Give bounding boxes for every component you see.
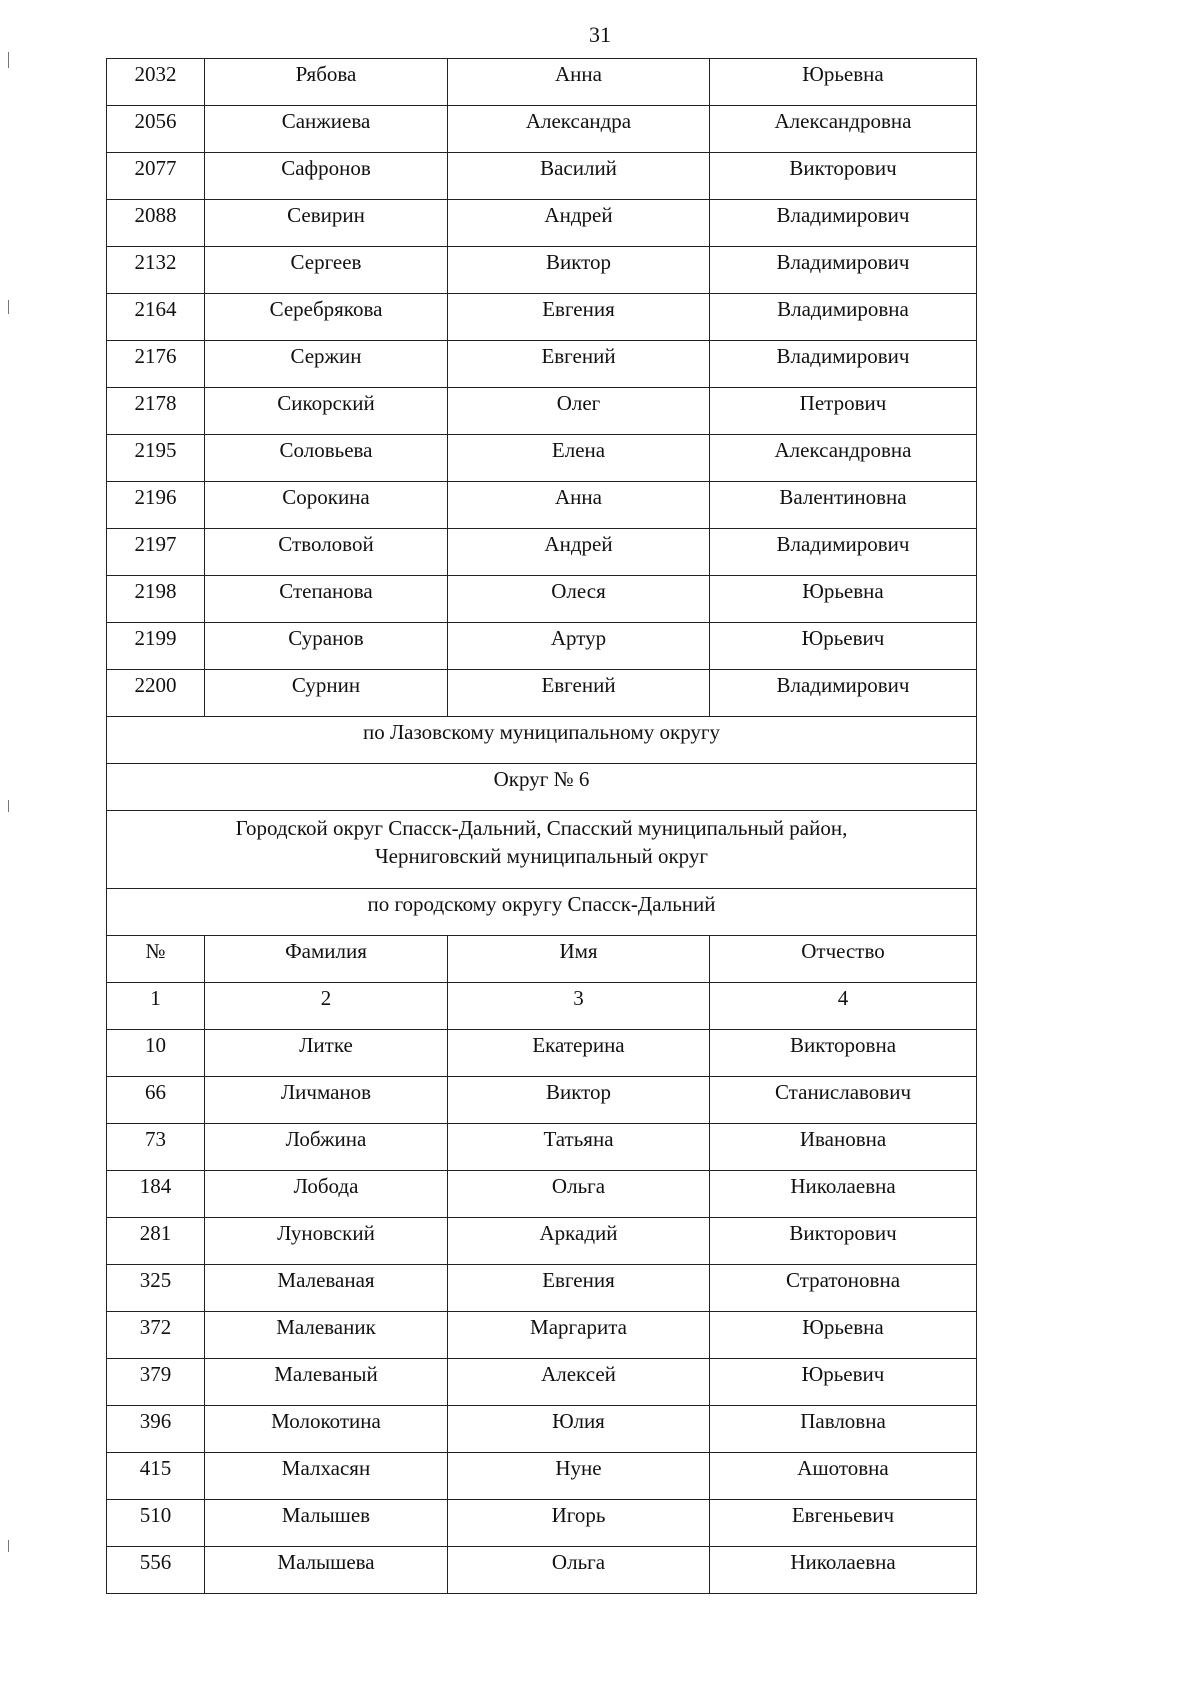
table-row <box>107 153 977 200</box>
cell-number <box>107 153 205 200</box>
cell-number <box>107 1077 205 1124</box>
cell-number-text: 396 <box>139 1409 172 1433</box>
cell-patronymic <box>710 1124 977 1171</box>
table-row <box>107 341 977 388</box>
cell-number-text: 10 <box>145 1033 166 1057</box>
table-row <box>107 294 977 341</box>
cell-first-name <box>448 670 710 717</box>
table-row <box>107 1171 977 1218</box>
cell-surname <box>205 1124 448 1171</box>
section-spassk-line: по городскому округу Спасск-Дальний <box>367 892 716 916</box>
section-lazovsky-text <box>107 717 976 745</box>
column-number <box>710 983 977 1030</box>
cell-first-name-text: Артур <box>550 626 607 650</box>
cell-surname <box>205 200 448 247</box>
cell-patronymic-text: Павловна <box>800 1409 886 1433</box>
table-row <box>107 1030 977 1077</box>
cell-patronymic <box>710 1406 977 1453</box>
district-description <box>107 811 977 889</box>
cell-first-name-text: Анна <box>555 485 602 509</box>
cell-patronymic-text: Александровна <box>774 109 912 133</box>
cell-first-name <box>448 341 710 388</box>
cell-number <box>107 529 205 576</box>
cell-patronymic <box>710 1500 977 1547</box>
cell-first-name <box>448 435 710 482</box>
cell-surname <box>205 388 448 435</box>
header-surname-text: Фамилия <box>285 939 367 963</box>
cell-surname-text: Сорокина <box>282 485 370 509</box>
cell-patronymic-text: Владимировна <box>777 297 909 321</box>
cell-number <box>107 106 205 153</box>
table-row <box>107 106 977 153</box>
cell-first-name-text: Алексей <box>541 1362 616 1386</box>
cell-patronymic-text: Юрьевич <box>801 1362 885 1386</box>
cell-surname-text: Стволовой <box>278 532 374 556</box>
cell-patronymic <box>710 1077 977 1124</box>
scan-margin-mark <box>8 52 9 68</box>
table-row <box>107 1218 977 1265</box>
cell-number-text: 2196 <box>134 485 177 509</box>
cell-patronymic <box>710 529 977 576</box>
cell-number-text: 2132 <box>134 250 177 274</box>
cell-number <box>107 1171 205 1218</box>
cell-patronymic <box>710 1265 977 1312</box>
cell-surname <box>205 482 448 529</box>
cell-surname-text: Молокотина <box>271 1409 381 1433</box>
cell-patronymic-text: Юрьевна <box>802 579 884 603</box>
section-spassk-row <box>107 889 977 936</box>
cell-first-name-text: Олеся <box>551 579 606 603</box>
cell-surname-text: Санжиева <box>281 109 371 133</box>
cell-surname-text: Литке <box>299 1033 353 1057</box>
cell-first-name <box>448 247 710 294</box>
cell-first-name-text: Виктор <box>545 250 612 274</box>
table-row <box>107 1077 977 1124</box>
cell-patronymic <box>710 1171 977 1218</box>
cell-first-name-text: Екатерина <box>532 1033 625 1057</box>
cell-number <box>107 435 205 482</box>
cell-first-name <box>448 1547 710 1594</box>
header-number <box>107 936 205 983</box>
cell-patronymic-text: Викторович <box>789 156 897 180</box>
cell-patronymic <box>710 1453 977 1500</box>
table-row <box>107 247 977 294</box>
column-number-text: 4 <box>837 986 849 1010</box>
cell-surname-text: Серебрякова <box>269 297 383 321</box>
cell-patronymic-text: Юрьевна <box>802 62 884 86</box>
header-patronymic <box>710 936 977 983</box>
cell-first-name-text: Василий <box>540 156 617 180</box>
cell-patronymic <box>710 1312 977 1359</box>
cell-surname-text: Малышева <box>277 1550 375 1574</box>
column-number-text: 1 <box>150 986 161 1010</box>
section-lazovsky <box>107 717 977 764</box>
cell-first-name <box>448 106 710 153</box>
cell-patronymic <box>710 435 977 482</box>
cell-number <box>107 576 205 623</box>
cell-number <box>107 1453 205 1500</box>
cell-first-name <box>448 59 710 106</box>
district-description-row <box>107 811 977 889</box>
cell-first-name <box>448 1406 710 1453</box>
cell-number <box>107 200 205 247</box>
table-row <box>107 576 977 623</box>
cell-patronymic <box>710 341 977 388</box>
section-lazovsky-line: по Лазовскому муниципальному округу <box>362 720 721 744</box>
table-row <box>107 1453 977 1500</box>
cell-first-name <box>448 1124 710 1171</box>
cell-first-name-text: Ольга <box>551 1174 606 1198</box>
table-row <box>107 1500 977 1547</box>
cell-patronymic-text: Евгеньевич <box>791 1503 895 1527</box>
cell-number-text: 2199 <box>134 626 177 650</box>
cell-patronymic <box>710 482 977 529</box>
cell-surname <box>205 1218 448 1265</box>
table-row <box>107 670 977 717</box>
cell-first-name <box>448 200 710 247</box>
table-header-row <box>107 936 977 983</box>
district-title <box>107 764 977 811</box>
cell-number-text: 73 <box>145 1127 166 1151</box>
cell-first-name-text: Маргарита <box>530 1315 627 1339</box>
scan-margin-mark <box>8 300 9 314</box>
cell-surname <box>205 1171 448 1218</box>
cell-patronymic-text: Владимирович <box>776 250 910 274</box>
cell-number <box>107 670 205 717</box>
cell-surname <box>205 670 448 717</box>
cell-patronymic <box>710 153 977 200</box>
cell-first-name-text: Андрей <box>544 532 613 556</box>
cell-number <box>107 247 205 294</box>
cell-surname <box>205 1030 448 1077</box>
cell-first-name-text: Нуне <box>555 1456 602 1480</box>
cell-first-name-text: Татьяна <box>543 1127 614 1151</box>
cell-surname-text: Суранов <box>288 626 364 650</box>
table-row <box>107 623 977 670</box>
cell-first-name-text: Аркадий <box>539 1221 618 1245</box>
cell-first-name <box>448 1171 710 1218</box>
cell-number-text: 2164 <box>134 297 177 321</box>
cell-first-name <box>448 1453 710 1500</box>
cell-surname <box>205 1406 448 1453</box>
cell-number-text: 2178 <box>134 391 177 415</box>
cell-number-text: 372 <box>139 1315 172 1339</box>
cell-surname-text: Малеваный <box>274 1362 378 1386</box>
cell-patronymic-text: Петрович <box>799 391 887 415</box>
district-description-text <box>107 811 976 870</box>
cell-first-name-text: Елена <box>551 438 606 462</box>
cell-first-name-text: Евгений <box>541 344 616 368</box>
cell-surname <box>205 529 448 576</box>
cell-patronymic-text: Викторовна <box>789 1033 897 1057</box>
cell-number-text: 2195 <box>134 438 177 462</box>
cell-number <box>107 1124 205 1171</box>
table-row <box>107 1359 977 1406</box>
header-number-text: № <box>145 939 166 963</box>
cell-first-name-text: Олег <box>556 391 601 415</box>
section-spassk <box>107 889 977 936</box>
candidate-list-table <box>106 58 977 1594</box>
column-number <box>205 983 448 1030</box>
column-number <box>107 983 205 1030</box>
cell-number <box>107 1406 205 1453</box>
cell-number-text: 2200 <box>134 673 177 697</box>
cell-number <box>107 341 205 388</box>
cell-first-name-text: Виктор <box>545 1080 612 1104</box>
cell-surname <box>205 1312 448 1359</box>
cell-number-text: 2197 <box>134 532 177 556</box>
cell-surname <box>205 153 448 200</box>
table-row <box>107 529 977 576</box>
column-number <box>448 983 710 1030</box>
cell-patronymic-text: Владимирович <box>776 344 910 368</box>
table-row <box>107 1265 977 1312</box>
cell-first-name <box>448 1265 710 1312</box>
cell-first-name <box>448 1359 710 1406</box>
cell-surname <box>205 294 448 341</box>
column-number-text: 3 <box>573 986 584 1010</box>
cell-first-name <box>448 482 710 529</box>
cell-patronymic <box>710 106 977 153</box>
cell-first-name-text: Игорь <box>551 1503 606 1527</box>
cell-number-text: 2088 <box>134 203 177 227</box>
cell-patronymic <box>710 1030 977 1077</box>
table-row <box>107 482 977 529</box>
table-row <box>107 388 977 435</box>
cell-number <box>107 623 205 670</box>
cell-surname <box>205 59 448 106</box>
cell-surname-text: Лобжина <box>285 1127 367 1151</box>
cell-number <box>107 1547 205 1594</box>
cell-first-name <box>448 1077 710 1124</box>
cell-number-text: 66 <box>145 1080 166 1104</box>
scan-margin-mark <box>8 1540 9 1552</box>
section-spassk-text <box>107 889 976 917</box>
cell-first-name <box>448 529 710 576</box>
cell-number-text: 2056 <box>134 109 177 133</box>
header-surname <box>205 936 448 983</box>
district-description-line: Городской округ Спасск-Дальний, Спасский муниципальный район, <box>235 816 848 840</box>
cell-surname-text: Лобода <box>293 1174 359 1198</box>
table-row <box>107 1124 977 1171</box>
cell-number-text: 415 <box>139 1456 172 1480</box>
cell-number-text: 2077 <box>134 156 177 180</box>
cell-first-name <box>448 576 710 623</box>
cell-number <box>107 388 205 435</box>
cell-number <box>107 1500 205 1547</box>
cell-patronymic-text: Викторович <box>789 1221 897 1245</box>
cell-number-text: 325 <box>139 1268 172 1292</box>
table-row <box>107 1312 977 1359</box>
cell-surname-text: Луновский <box>277 1221 375 1245</box>
cell-patronymic-text: Владимирович <box>776 673 910 697</box>
cell-patronymic-text: Валентиновна <box>779 485 907 509</box>
cell-number <box>107 1312 205 1359</box>
cell-first-name-text: Юлия <box>552 1409 605 1433</box>
cell-surname <box>205 435 448 482</box>
district-description-line: Черниговский муниципальный округ <box>375 844 708 868</box>
header-patronymic-text: Отчество <box>801 939 885 963</box>
table-row <box>107 435 977 482</box>
table-row <box>107 200 977 247</box>
cell-patronymic <box>710 200 977 247</box>
cell-first-name-text: Евгения <box>542 1268 615 1292</box>
cell-surname-text: Сурнин <box>291 673 361 697</box>
cell-first-name <box>448 1500 710 1547</box>
cell-surname <box>205 623 448 670</box>
cell-patronymic <box>710 576 977 623</box>
cell-patronymic-text: Ивановна <box>799 1127 887 1151</box>
cell-patronymic-text: Стратоновна <box>785 1268 901 1292</box>
cell-surname-text: Личманов <box>280 1080 372 1104</box>
cell-surname <box>205 1359 448 1406</box>
district-title-text <box>107 764 976 792</box>
cell-surname <box>205 576 448 623</box>
cell-patronymic <box>710 623 977 670</box>
table-row <box>107 59 977 106</box>
cell-surname <box>205 1547 448 1594</box>
cell-surname <box>205 1077 448 1124</box>
cell-surname-text: Сикорский <box>277 391 375 415</box>
cell-number <box>107 1359 205 1406</box>
cell-number-text: 379 <box>139 1362 172 1386</box>
cell-first-name-text: Евгения <box>542 297 615 321</box>
cell-number <box>107 1265 205 1312</box>
cell-surname-text: Соловьева <box>279 438 373 462</box>
cell-first-name-text: Ольга <box>551 1550 606 1574</box>
cell-surname <box>205 1453 448 1500</box>
cell-patronymic-text: Юрьевич <box>801 626 885 650</box>
cell-number-text: 510 <box>139 1503 172 1527</box>
district-title-line: Округ № 6 <box>493 767 590 791</box>
cell-patronymic <box>710 247 977 294</box>
cell-number-text: 2198 <box>134 579 177 603</box>
header-first-name <box>448 936 710 983</box>
cell-number-text: 2176 <box>134 344 177 368</box>
section-lazovsky-row <box>107 717 977 764</box>
cell-first-name <box>448 1030 710 1077</box>
cell-number <box>107 59 205 106</box>
cell-first-name <box>448 294 710 341</box>
table-row <box>107 1547 977 1594</box>
cell-first-name <box>448 153 710 200</box>
cell-patronymic <box>710 388 977 435</box>
cell-patronymic-text: Николаевна <box>790 1550 896 1574</box>
cell-patronymic-text: Владимирович <box>776 203 910 227</box>
cell-first-name <box>448 1312 710 1359</box>
cell-number-text: 2032 <box>134 62 177 86</box>
cell-surname-text: Сергеев <box>290 250 362 274</box>
cell-patronymic <box>710 1547 977 1594</box>
cell-number <box>107 482 205 529</box>
cell-patronymic <box>710 1359 977 1406</box>
candidate-list-body <box>107 59 977 1594</box>
cell-surname <box>205 1265 448 1312</box>
cell-first-name <box>448 388 710 435</box>
cell-surname-text: Малеваная <box>277 1268 375 1292</box>
cell-patronymic-text: Николаевна <box>790 1174 896 1198</box>
cell-surname <box>205 247 448 294</box>
cell-first-name-text: Анна <box>555 62 602 86</box>
scan-margin-mark <box>8 800 9 812</box>
table-row <box>107 1406 977 1453</box>
cell-first-name-text: Александра <box>525 109 632 133</box>
cell-surname-text: Севирин <box>287 203 365 227</box>
cell-surname-text: Сафронов <box>281 156 371 180</box>
cell-first-name-text: Евгений <box>541 673 616 697</box>
cell-number <box>107 1030 205 1077</box>
column-number-text: 2 <box>320 986 332 1010</box>
cell-first-name <box>448 623 710 670</box>
cell-surname-text: Степанова <box>279 579 373 603</box>
cell-first-name-text: Андрей <box>544 203 613 227</box>
cell-number-text: 184 <box>139 1174 172 1198</box>
cell-patronymic-text: Ашотовна <box>797 1456 889 1480</box>
cell-surname-text: Малхасян <box>281 1456 371 1480</box>
cell-patronymic-text: Владимирович <box>776 532 910 556</box>
cell-patronymic-text: Александровна <box>774 438 912 462</box>
cell-patronymic <box>710 294 977 341</box>
cell-number-text: 281 <box>139 1221 172 1245</box>
header-first-name-text: Имя <box>559 939 598 963</box>
cell-surname-text: Малышев <box>281 1503 371 1527</box>
cell-surname-text: Рябова <box>295 62 357 86</box>
page-number: 31 <box>589 22 611 47</box>
cell-patronymic-text: Станиславович <box>774 1080 912 1104</box>
cell-surname <box>205 341 448 388</box>
cell-patronymic <box>710 670 977 717</box>
cell-number-text: 556 <box>139 1550 172 1574</box>
cell-surname <box>205 106 448 153</box>
cell-surname <box>205 1500 448 1547</box>
cell-first-name <box>448 1218 710 1265</box>
cell-number <box>107 1218 205 1265</box>
column-number-row <box>107 983 977 1030</box>
district-title-row <box>107 764 977 811</box>
cell-patronymic <box>710 59 977 106</box>
cell-surname-text: Сержин <box>290 344 362 368</box>
cell-patronymic-text: Юрьевна <box>802 1315 884 1339</box>
cell-patronymic <box>710 1218 977 1265</box>
cell-surname-text: Малеваник <box>276 1315 376 1339</box>
cell-number <box>107 294 205 341</box>
